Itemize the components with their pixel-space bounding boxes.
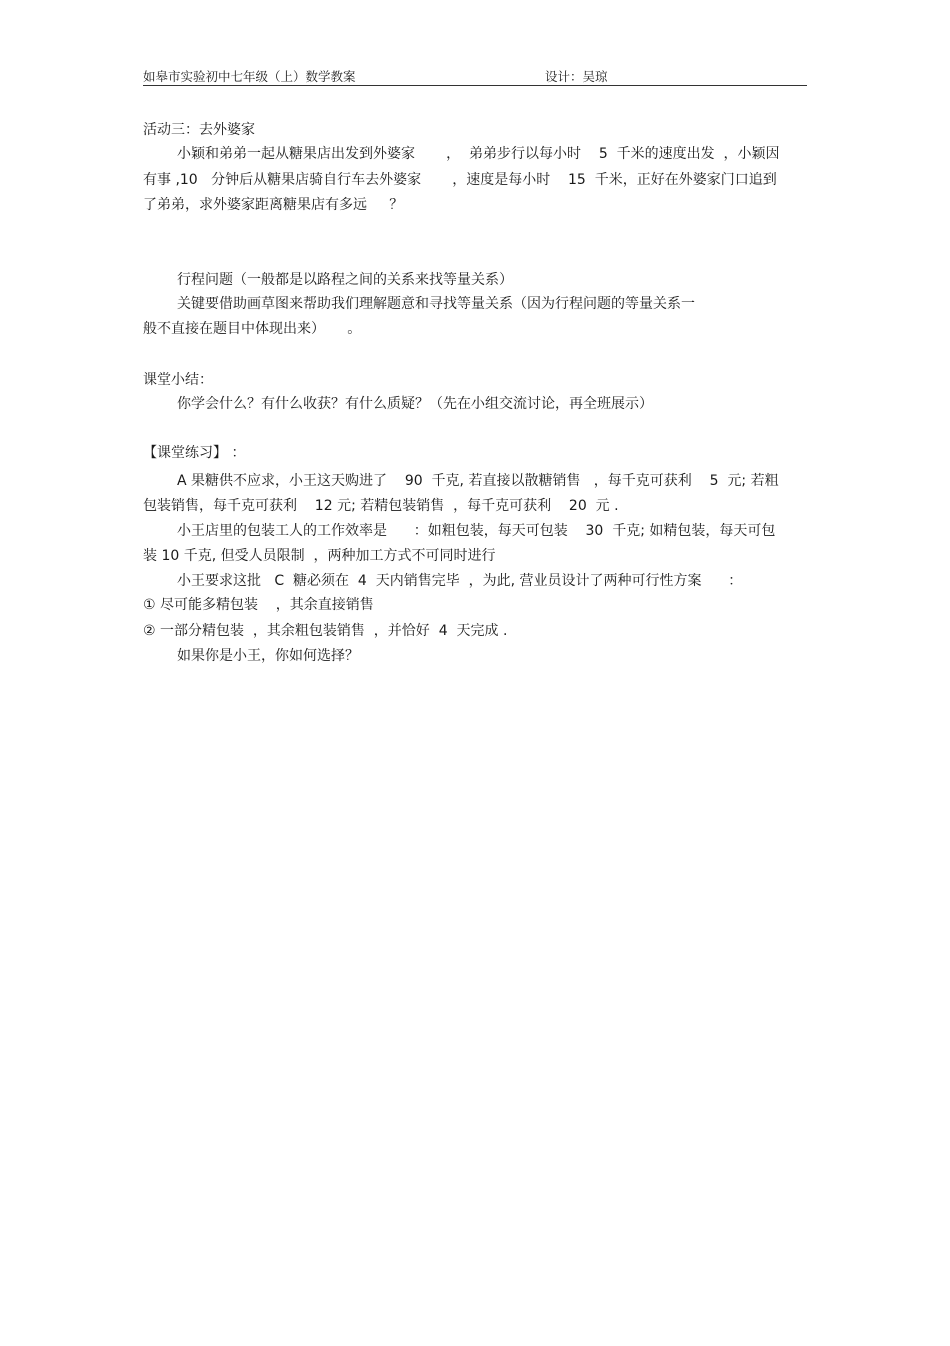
travel-note-line-2: 关键要借助画草图来帮助我们理解题意和寻找等量关系（因为行程问题的等量关系一 (177, 296, 695, 312)
summary-question: 你学会什么？有什么收获？有什么质疑？（先在小组交流讨论，再全班展示） (177, 396, 653, 412)
travel-note-line-1: 行程问题（一般都是以路程之间的关系来找等量关系） (177, 272, 513, 288)
practice-option-1: ① 尽可能多精包装 ，其余直接销售 (143, 597, 374, 613)
activity-problem-line-1: 小颖和弟弟一起从糖果店出发到外婆家 ， 弟弟步行以每小时 5 千米的速度出发 ，小颖因 (177, 146, 780, 162)
practice-question: 如果你是小王，你如何选择？ (177, 648, 359, 664)
practice-line-1: A 果糖供不应求，小王这天购进了 90 千克, 若直接以散糖销售 ，每千克可获利 5 元; 若粗 (177, 473, 779, 489)
header-divider (143, 85, 807, 86)
activity-title: 活动三：去外婆家 (143, 122, 255, 138)
practice-line-2: 包装销售，每千克可获利 12 元; 若精包装销售 ，每千克可获利 20 元 . (143, 498, 619, 514)
activity-problem-line-2: 有事 ,10 分钟后从糖果店骑自行车去外婆家 ，速度是每小时 15 千米，正好在外婆家门口追到 (143, 172, 777, 188)
page-header (143, 68, 807, 86)
practice-option-2: ② 一部分精包装 ，其余粗包装销售 ，并恰好 4 天完成 . (143, 623, 508, 639)
practice-line-5: 小王要求这批 C 糖必须在 4 天内销售完毕 ，为此, 营业员设计了两种可行性方案 ： (177, 573, 743, 589)
summary-title: 课堂小结： (143, 372, 213, 388)
practice-line-3: 小王店里的包装工人的工作效率是 ：如粗包装，每天可包装 30 千克; 如精包装，每天可包 (177, 523, 776, 539)
activity-problem-line-3: 了弟弟，求外婆家距离糖果店有多远 ？ (143, 197, 404, 213)
header-designer: 设计：吴琼 (545, 69, 608, 84)
header-school-course: 如皋市实验初中七年级（上）数学教案 (143, 69, 356, 84)
practice-title: 【课堂练习】 ： (143, 445, 246, 461)
practice-line-4: 装 10 千克, 但受人员限制 ，两种加工方式不可同时进行 (143, 548, 496, 564)
travel-note-line-3: 般不直接在题目中体现出来） 。 (143, 321, 362, 337)
